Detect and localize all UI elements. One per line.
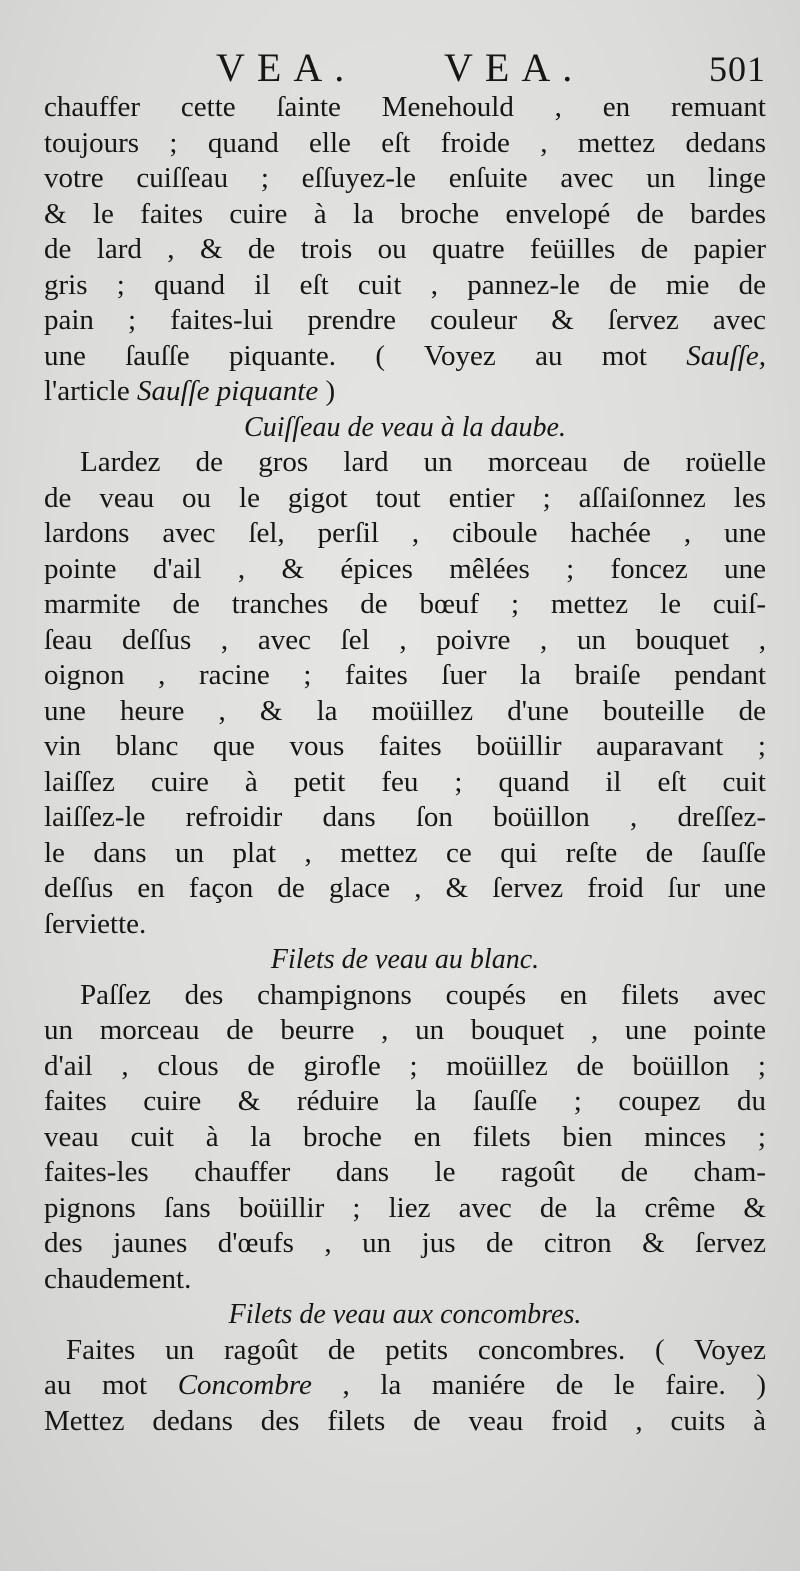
text-line: pain ; faites-lui prendre couleur & ſervez avec	[44, 304, 766, 336]
text-line: oignon , racine ; faites ſuer la braiſe pendant	[44, 659, 766, 691]
text-line: Mettez dedans des filets de veau froid , cuits à	[44, 1404, 766, 1437]
text-line: pointe d'ail , & épices mêlées ; foncez une	[44, 552, 766, 585]
text-line: pignons ſans boüillir ; liez avec de la crême &	[44, 1191, 766, 1224]
text-line: d'ail , clous de girofle ; moüillez de boüillon ;	[44, 1049, 766, 1082]
text-line: votre cuiſſeau ; eſſuyez-le enſuite avec un linge	[44, 162, 766, 194]
recipe-heading: Filets de veau au blanc.	[270, 944, 540, 975]
text-line: marmite de tranches de bœuf ; mettez le cuiſ-	[44, 588, 766, 620]
running-header	[44, 44, 766, 90]
text-line: veau cuit à la broche en filets bien minces ;	[44, 1120, 766, 1153]
text-line: Lardez de gros lard un morceau de roüelle	[80, 446, 766, 478]
text-line: Paſſez des champignons coupés en filets avec	[80, 978, 766, 1011]
text-line: deſſus en façon de glace , & ſervez froid ſur une	[44, 872, 766, 904]
text-line: ſeau deſſus , avec ſel , poivre , un bouquet ,	[44, 623, 766, 656]
text-line: lardons avec ſel, perſil , ciboule hachée , une	[44, 517, 766, 549]
text-line: ſerviette.	[44, 907, 147, 940]
text-line: chauffer cette ſainte Menehould , en remuant	[44, 91, 766, 123]
text-line: un morceau de beurre , un bouquet , une pointe	[44, 1014, 766, 1046]
recipe-heading: Cuiſſeau de veau à la daube.	[244, 411, 566, 443]
text-run: au mot	[44, 1369, 178, 1401]
text-run: , la maniére de le faire. )	[311, 1369, 766, 1401]
header-left-title: VEA.	[216, 45, 357, 90]
text-line: vin blanc que vous faites boüillir auparavant ;	[44, 730, 766, 762]
text-line: & le faites cuire à la broche envelopé de bardes	[44, 197, 766, 230]
cross-reference: Sauſſe,	[686, 339, 766, 372]
text-line: laiſſez-le refroidir dans ſon boüillon , dreſſez-	[44, 801, 766, 833]
header-right-title: VEA.	[444, 45, 585, 90]
text-line: Faites un ragoût de petits concombres. ( Voyez	[66, 1333, 766, 1366]
text-line	[44, 339, 766, 375]
text-line: des jaunes d'œufs , un jus de citron & ſervez	[44, 1227, 766, 1259]
recipe-paragraph	[44, 445, 766, 942]
paragraph-continuation	[44, 90, 766, 410]
text-line: faites-les chauffer dans le ragoût de cham-	[44, 1156, 766, 1188]
text-line: faites cuire & réduire la ſauſſe ; coupez du	[44, 1085, 766, 1117]
text-line: laiſſez cuire à petit feu ; quand il eſt cuit	[44, 765, 766, 798]
recipe-paragraph	[44, 1333, 766, 1440]
cross-reference: Sauſſe piquante	[136, 375, 319, 407]
text-line: le dans un plat , mettez ce qui reſte de ſauſſe	[44, 836, 766, 869]
text-run: )	[318, 375, 336, 407]
text-run: une ſauſſe piquante. ( Voyez au mot	[44, 339, 687, 372]
text-line: une heure , & la moüillez d'une bouteille de	[44, 694, 766, 727]
text-line: chaudement.	[44, 1262, 192, 1295]
page-number: 501	[709, 49, 766, 89]
text-line: de veau ou le gigot tout entier ; aſſaiſonnez les	[44, 481, 766, 514]
text-line: toujours ; quand elle eſt froide , mettez dedans	[44, 126, 766, 159]
text-line: gris ; quand il eſt cuit , pannez-le de mie de	[44, 268, 766, 301]
text-line	[44, 374, 766, 410]
text-run: l'article	[44, 375, 137, 407]
cross-reference: Concombre	[177, 1369, 312, 1401]
text-line	[44, 1368, 766, 1404]
recipe-heading: Filets de veau aux concombres.	[228, 1299, 582, 1330]
recipe-paragraph	[44, 978, 766, 1298]
text-line: de lard , & de trois ou quatre feüilles de papier	[44, 233, 766, 265]
